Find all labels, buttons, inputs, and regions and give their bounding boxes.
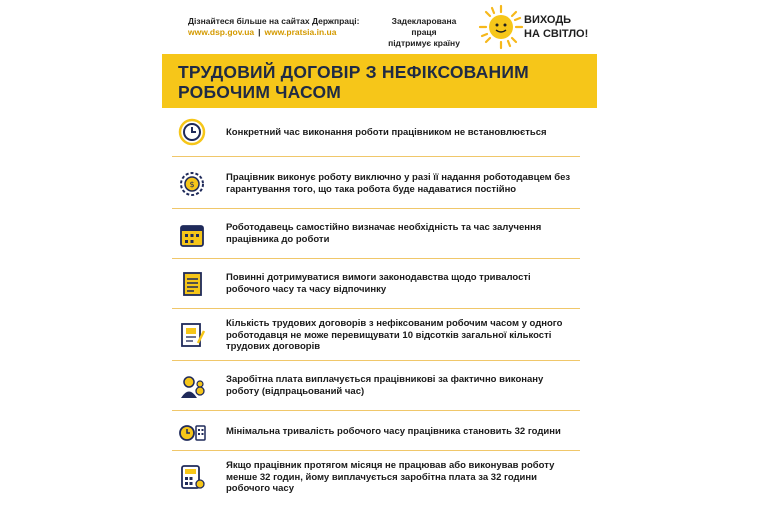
calculator-gear-icon [178, 463, 206, 491]
contract-icon [178, 321, 206, 349]
item-text: Конкретний час виконання роботи працівником не встановлюється [226, 127, 547, 138]
divider [172, 258, 580, 259]
svg-text:$: $ [189, 180, 195, 189]
calendar-icon [178, 221, 206, 249]
item-text: Працівник виконує роботу виключно у разі її надання роботодавцем без гарантування того, що така робота буде надаватися постійно [226, 172, 571, 195]
brand-slogan [510, 13, 588, 41]
document-icon [178, 270, 206, 298]
brand-line-1: ВИХОДЬ [524, 14, 572, 26]
divider [172, 410, 580, 411]
divider [172, 450, 580, 451]
title-line-1: ТРУДОВИЙ ДОГОВІР З НЕФІКСОВАНИМ [178, 62, 529, 82]
websites-links [188, 27, 359, 38]
divider [172, 360, 580, 361]
site-separator: | [258, 27, 261, 37]
divider [172, 308, 580, 309]
clock-calculator-icon [178, 419, 206, 447]
divider [172, 208, 580, 209]
site-link-pratsia[interactable]: www.pratsia.in.ua [264, 27, 337, 37]
title-banner [162, 54, 597, 108]
header [0, 0, 760, 52]
site-link-dsp[interactable]: www.dsp.gov.ua [188, 27, 255, 37]
title-line-2: РОБОЧИМ ЧАСОМ [178, 82, 342, 102]
item-text: Роботодавець самостійно визначає необхідність та час залучення працівника до роботи [226, 222, 542, 245]
slogan-line-1: Задекларована праця [391, 16, 457, 37]
brand-line-2: НА СВІТЛО! [524, 28, 589, 40]
item-text: Якщо працівник протягом місяця не працював або виконував роботу менше 32 годин, йому виплачується заробітна плата за 32 години робочого часу [226, 460, 555, 494]
slogan-line-2: підтримує країну [388, 38, 460, 48]
header-slogan [378, 16, 470, 49]
websites-caption: Дізнайтеся більше на сайтах Держпраці: [188, 16, 360, 26]
divider [172, 156, 580, 157]
header-websites [188, 16, 359, 38]
clock-icon [178, 118, 206, 146]
item-text: Кількість трудових договорів з нефіксованим робочим часом у одного роботодавця не може перевищувати 10 відсотків загальної кількості трудових договорів [226, 318, 563, 352]
item-text: Мінімальна тривалість робочого часу працівника становить 32 години [226, 426, 561, 437]
item-text: Заробітна плата виплачується працівникові за фактично виконану роботу (відпрацьований час) [226, 374, 544, 397]
item-text: Повинні дотримуватися вимоги законодавства щодо тривалості робочого часу та часу відпочинку [226, 272, 531, 295]
worker-coins-icon [178, 373, 206, 401]
gear-coin-icon [178, 170, 206, 198]
page-title [178, 62, 529, 102]
